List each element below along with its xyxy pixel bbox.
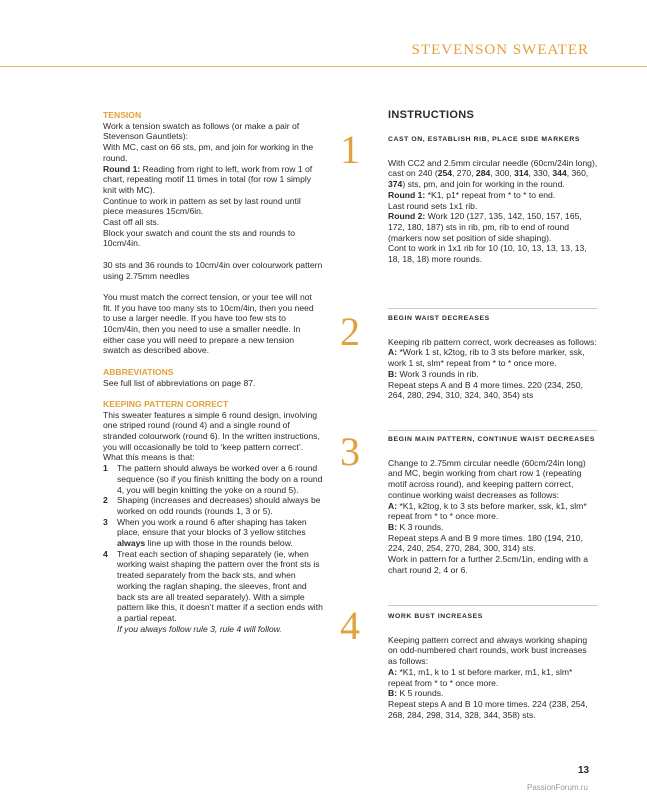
- step-paragraph: Cont to work in 1x1 rib for 10 (10, 10, 13, 13, 13, 13, 18, 18, 18) more rounds.: [388, 243, 587, 265]
- step-paragraph: Keeping pattern correct and always working shaping on odd-numbered chart rounds, work bust increases as follows:: [388, 634, 588, 667]
- step-heading: CAST ON, ESTABLISH RIB, PLACE SIDE MARKERS: [388, 136, 580, 143]
- header-divider: [0, 66, 647, 67]
- gauge-text: 30 sts and 36 rounds to 10cm/4in over colourwork pattern using 2.75mm needles: [103, 259, 323, 281]
- step-divider: [388, 308, 598, 309]
- list-item: 2 Shaping (increases and decreases) should always be worked on odd rounds (rounds 1, 3 or 5).: [103, 495, 321, 516]
- step-1: [388, 135, 598, 265]
- step-paragraph: B: K 3 rounds.: [388, 521, 444, 532]
- step-paragraph: Work in pattern for a further 2.5cm/1in, ending with a chart round 2, 4 or 6.: [388, 554, 588, 575]
- round-label: Round 1:: [103, 163, 141, 174]
- abbreviations-text: See full list of abbreviations on page 87.: [103, 377, 256, 388]
- step-paragraph: A: *Work 1 st, k2tog, rib to 3 sts before marker, ssk, work 1 st, slm* repeat from * to * once more.: [388, 347, 585, 369]
- keeping-closing: If you always follow rule 3, rule 4 will follow.: [117, 623, 282, 634]
- step-number-4: 4: [340, 603, 360, 648]
- tension-after-3: Block your swatch and count the sts and rounds to 10cm/4in.: [103, 227, 296, 249]
- step-paragraph: Round 2: Work 120 (127, 135, 142, 150, 157, 165, 172, 180, 187) sts in rib, pm, rib to end of round (markers now set position of side shaping).: [388, 211, 582, 243]
- tension-after-1: Continue to work in pattern as set by last round until piece measures 15cm/6in.: [103, 195, 301, 217]
- step-paragraph: With CC2 and 2.5mm circular needle (60cm/24in long), cast on 240 (254, 270, 284, 300, 314, 330, 344, 360, 374) sts, pm, and join for working in the round.: [388, 157, 598, 190]
- step-paragraph: Repeat steps A and B 9 more times. 180 (194, 210, 224, 240, 254, 270, 284, 300, 314) sts.: [388, 532, 583, 554]
- step-4: [388, 612, 598, 720]
- page-title: STEVENSON SWEATER: [411, 42, 589, 58]
- step-paragraph: Last round sets 1x1 rib.: [388, 200, 478, 211]
- left-column: [103, 110, 323, 634]
- step-2: [388, 314, 598, 401]
- step-divider: [388, 605, 598, 606]
- round-text: Reading from right to left, work from row 1 of chart, repeating motif 11 times in total (for row 1 simply knit with MC).: [103, 163, 313, 195]
- instructions-title: INSTRUCTIONS: [388, 109, 475, 121]
- rules-list: [103, 463, 323, 624]
- keeping-intro: This sweater features a simple 6 round design, involving one striped round (round 4) and a single round of stranded colourwork (round 6). In the written instructions, you will occasionally be told to ‘keep pattern correct’. What this means is that:: [103, 409, 320, 463]
- tension-heading: TENSION: [103, 110, 142, 120]
- instructions-column: [388, 110, 598, 137]
- tension-round-1: [103, 164, 323, 196]
- step-paragraph: B: K 5 rounds.: [388, 688, 444, 699]
- step-heading: BEGIN WAIST DECREASES: [388, 315, 490, 322]
- page-number: 13: [578, 765, 590, 776]
- tension-line-2: With MC, cast on 66 sts, pm, and join for working in the round.: [103, 142, 314, 163]
- step-number-3: 3: [340, 429, 360, 474]
- step-paragraph: A: *K1, k2tog, k to 3 sts before marker, ssk, k1, slm* repeat from * to * once more.: [388, 500, 587, 522]
- watermark: PassionForum.ru: [527, 783, 588, 792]
- step-divider: [388, 430, 598, 431]
- step-paragraph: Repeat steps A and B 4 more times. 220 (234, 250, 264, 280, 294, 310, 324, 340, 354) sts: [388, 379, 583, 401]
- step-paragraph: A: *K1, m1, k to 1 st before marker, m1, k1, slm* repeat from * to * once more.: [388, 666, 573, 688]
- step-paragraph: Keeping rib pattern correct, work decreases as follows:: [388, 336, 597, 347]
- list-item: 4 Treat each section of shaping separately (ie, when working waist shaping the pattern over the front sts is treated separately from the back sts, and when working the raglan shaping, the sleeves, front and back sts are all treated separately). With a simple pattern like this, it doesn’t matter if a section ends with a partial repeat.: [103, 548, 323, 623]
- step-heading: WORK BUST INCREASES: [388, 613, 483, 620]
- step-paragraph: Round 1: *K1, p1* repeat from * to * to end.: [388, 189, 556, 200]
- step-paragraph: Change to 2.75mm circular needle (60cm/24in long) and MC, begin working from chart row 1 (repeating motif across round), and keeping pattern correct, continue working waist decreases as follows:: [388, 457, 586, 500]
- step-heading: BEGIN MAIN PATTERN, CONTINUE WAIST DECREASES: [388, 436, 596, 443]
- step-number-2: 2: [340, 309, 360, 354]
- abbreviations-heading: ABBREVIATIONS: [103, 366, 174, 377]
- keeping-heading: KEEPING PATTERN CORRECT: [103, 398, 229, 409]
- tension-line-1: Work a tension swatch as follows (or make a pair of Stevenson Gauntlets):: [103, 120, 300, 142]
- tension-after-2: Cast off all sts.: [103, 217, 160, 228]
- step-3: [388, 435, 598, 575]
- list-item: 3 When you work a round 6 after shaping has taken place, ensure that your blocks of 3 yellow stitches always line up with those in the rounds below.: [103, 516, 307, 549]
- tension-match-text: You must match the correct tension, or your tee will not fit. If you have too many sts to 10cm/4in, then you need to use a larger needle. If you have too few sts to 10cm/4in, then you need to use a smaller needle. In either case you will need to prepare a new tension swatch as described above.: [103, 291, 314, 356]
- step-paragraph: Repeat steps A and B 10 more times. 224 (238, 254, 268, 284, 298, 314, 328, 344, 358) sts.: [388, 698, 588, 720]
- step-paragraph: B: Work 3 rounds in rib.: [388, 368, 479, 379]
- list-item: 1 The pattern should always be worked over a 6 round sequence (so if you finish knitting the body on a round 4, you will begin knitting the yoke on a round 5).: [103, 463, 323, 495]
- step-number-1: 1: [340, 127, 360, 172]
